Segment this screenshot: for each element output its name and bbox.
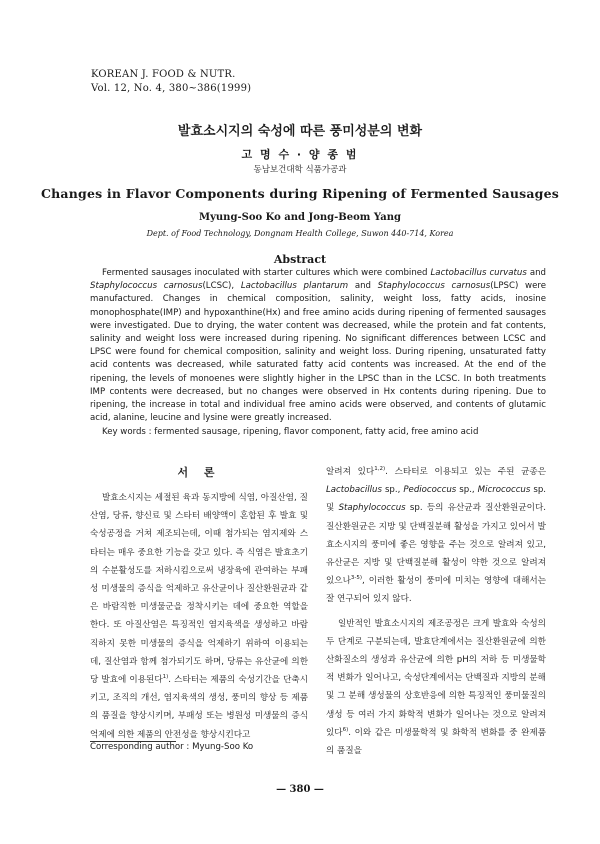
section-heading-introduction: 서 론: [177, 466, 221, 479]
journal-name: KOREAN J. FOOD & NUTR.: [91, 69, 236, 80]
abstract-heading: Abstract: [273, 253, 327, 266]
left-column: [90, 489, 308, 744]
authors-korean: 고 명 수 · 양 종 범: [241, 148, 359, 161]
citation: 1): [162, 674, 169, 681]
authors-english: Myung-Soo Ko and Jong-Beom Yang: [199, 212, 401, 223]
intro-paragraph-2: 일반적인 발효소시지의 제조공정은 크게 발효와 숙성의 두 단계로 구분되는데, 발효단계에서는 질산환원균에 의한 산화질소의 생성과 유산균에 의한 pH의 저하 등 미생물학적 변화가 일어나고, 숙성단계에서는 단백질과 지방의 분해 및 그 분해 생성물의 상호반응에 의한 특징적인 풍미물질의 생성 등 여러 가지 화학적 변화가 일어나는 것으로 알려져 있다$^{6)}$. 이와 같은 미생물학적 및 화학적 변화를 중 완제품의 품질을: [326, 618, 546, 757]
abstract-body: [90, 267, 546, 440]
journal-volume: Vol. 12, No. 4, 380~386(1999): [91, 83, 252, 94]
keywords: Key words : fermented sausage, ripening, flavor component, fatty acid, free amino acid: [102, 427, 479, 438]
abstract-paragraph: Fermented sausages inoculated with starter cultures which were combined Lactobacillus curvatus and Staphylococcus carnosus(LCSC), Lactobacillus plantarum and Staphylococcus carnosus(LPSC) were manufactured. Changes in chemical composition, salinity, weight loss, fatty acids, inosine monophosphate(IMP) and hypoxanthine(Hx) and free amino acids during ripening of fermented sausages were investigated. Due to drying, the water content was decreased, while the protein and fat contents, salinity and weight loss were increased during ripening. No significant differences between LCSC and LPSC were found for chemical composition, salinity and weight loss. During ripening, unsaturated fatty acid contents was decreased, while saturated fatty acid contents was increased. At the end of the ripening, the levels of monoenes were slightly higher in the LPSC than in the LCSC. In both treatments IMP contents were decreased, but no changes were observed in Hx contents during ripening. Due to ripening, the increase in total and individual free amino acids were observed, and contents of glutamic acid, alanine, leucine and lysine were greatly increased.: [90, 268, 546, 424]
citation: 3-5): [350, 575, 363, 582]
corresponding-author: Corresponding author : Myung-Soo Ko: [90, 742, 254, 752]
journal-header: [91, 68, 251, 96]
intro-paragraph-1: 발효소시지는 세절된 육과 동지방에 식염, 아질산염, 질산염, 당류, 향신료 및 스타터 배양액이 혼합된 후 발효 및 숙성공정을 거쳐 제조되는데, 이때 첨가되는 염지제와 스타터는 매우 중요한 기능을 갖고 있다. 즉 식염은 발효초기의 수분활성도를 저하시킴으로써 냉장육에 관여하는 부패성 미생물의 증식을 억제하고 유산균이나 질산환원균과 같은 바람직한 미생물군을 정착시키는 데에 중요한 역할을 한다. 또 아질산염은 특징적인 염지육색을 생성하고 바람직하지 못한 미생물의 증식을 억제하기 위하여 이용되는데, 질산염과 함께 첨가되기도 하며, 당류는 유산균에 의한 당 발효에 이용된다$^{1)}$. 스타터는 제품의 숙성기간을 단축시키고, 조직의 개선, 염지육색의 생성, 풍미의 향상 등 제품의 품질을 향상시키며, 부패성 또는 병원성 미생물의 증식억제에 의한 제품의 안전성을 향상시킨다고: [90, 493, 308, 740]
title-korean: 발효소시지의 숙성에 따른 풍미성분의 변화: [177, 124, 423, 139]
intro-paragraph-1-cont: 알려져 있다$^{1,2)}$. 스타터로 이용되고 있는 주된 균종은 Lactobacillus sp., Pediococcus sp., Micrococcus sp. 및 Staphylococcus sp. 등의 유산균과 질산환원균이다. 질산환원균은 지방 및 단백질분해 활성을 가지고 있어서 발효소시지의 풍미에 좋은 영향을 주는 것으로 알려져 있고, 유산균은 지방 및 단백질분해 활성이 약한 것으로 알려져 있으나$^{3-5)}$, 이러한 활성이 풍미에 미치는 영향에 대해서는 잘 연구되어 있지 않다.: [326, 466, 547, 605]
citation: 1,2): [374, 466, 386, 472]
citation: 6): [342, 726, 349, 733]
right-column: [326, 463, 546, 760]
affiliation-korean: 동남보건대학 식품가공과: [253, 165, 347, 175]
page-number: — 380 —: [276, 784, 324, 795]
affiliation-english: Dept. of Food Technology, Dongnam Health College, Suwon 440-714, Korea: [146, 229, 454, 238]
title-english: Changes in Flavor Components during Ripening of Fermented Sausages: [41, 186, 559, 201]
